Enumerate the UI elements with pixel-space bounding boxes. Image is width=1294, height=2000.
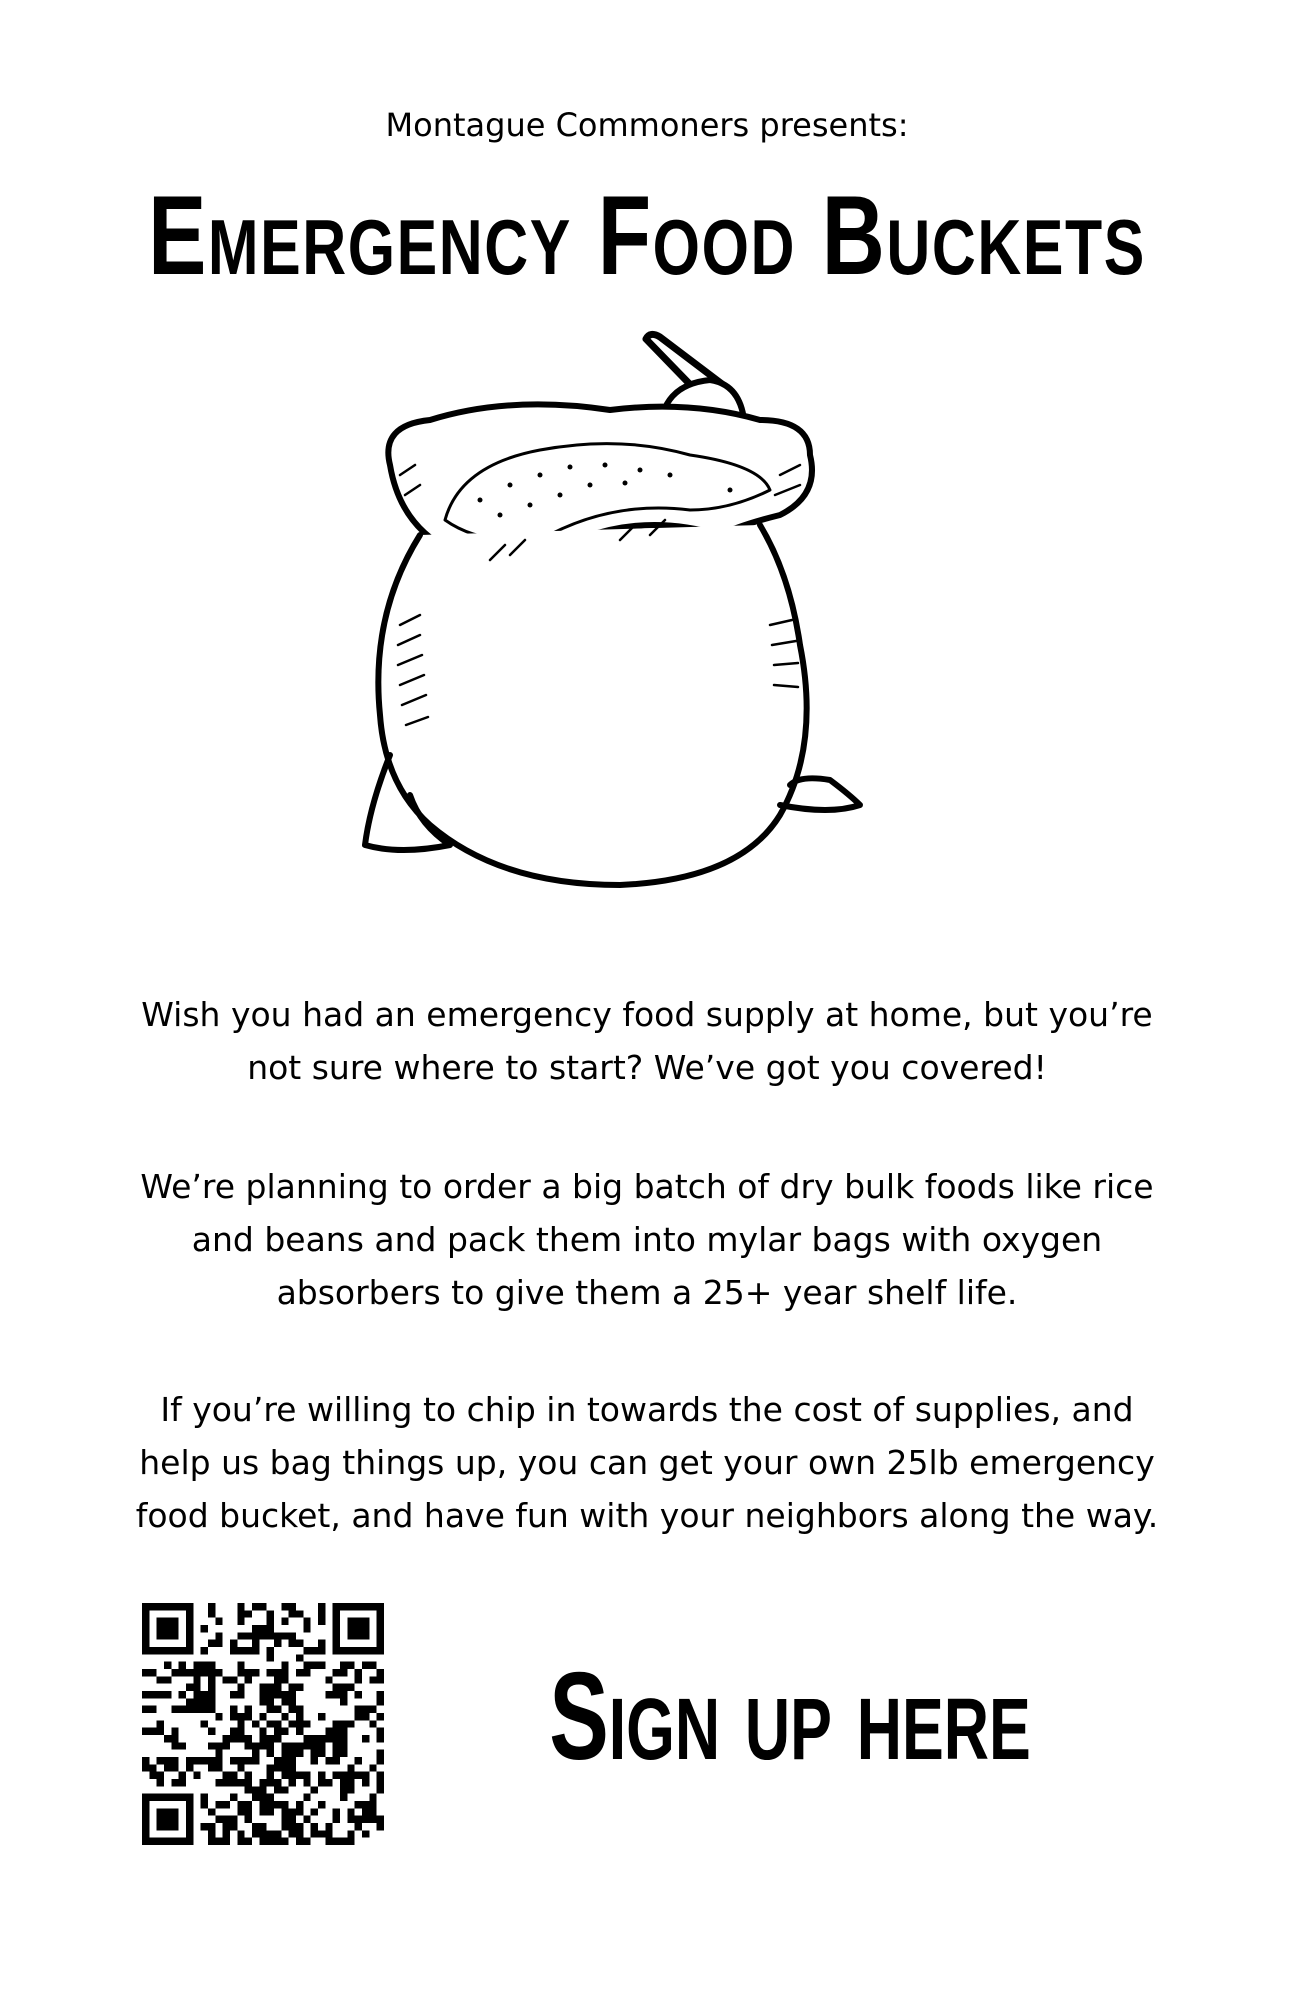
food-sack-with-scoop-icon <box>360 325 890 940</box>
intro-line: not sure where to start? We’ve got you covered! <box>247 1048 1047 1087</box>
offer-paragraph <box>0 1383 1294 1542</box>
plan-line: and beans and pack them into mylar bags with oxygen <box>191 1220 1103 1259</box>
presenter-line: Montague Commoners presents: <box>385 106 909 144</box>
qr-code-icon[interactable] <box>142 1603 384 1845</box>
plan-line: We’re planning to order a big batch of dry bulk foods like rice <box>140 1167 1154 1206</box>
offer-line: food bucket, and have fun with your neighbors along the way. <box>135 1496 1159 1535</box>
page-title: Emergency Food Buckets <box>148 173 1146 298</box>
plan-line: absorbers to give them a 25+ year shelf life. <box>276 1273 1018 1312</box>
intro-paragraph <box>0 988 1294 1094</box>
intro-line: Wish you had an emergency food supply at home, but you’re <box>141 995 1153 1034</box>
offer-line: help us bag things up, you can get your own 25lb emergency <box>139 1443 1155 1482</box>
offer-line: If you’re willing to chip in towards the cost of supplies, and <box>160 1390 1134 1429</box>
plan-paragraph <box>0 1160 1294 1319</box>
sign-up-heading: Sign up here <box>549 1648 1031 1786</box>
